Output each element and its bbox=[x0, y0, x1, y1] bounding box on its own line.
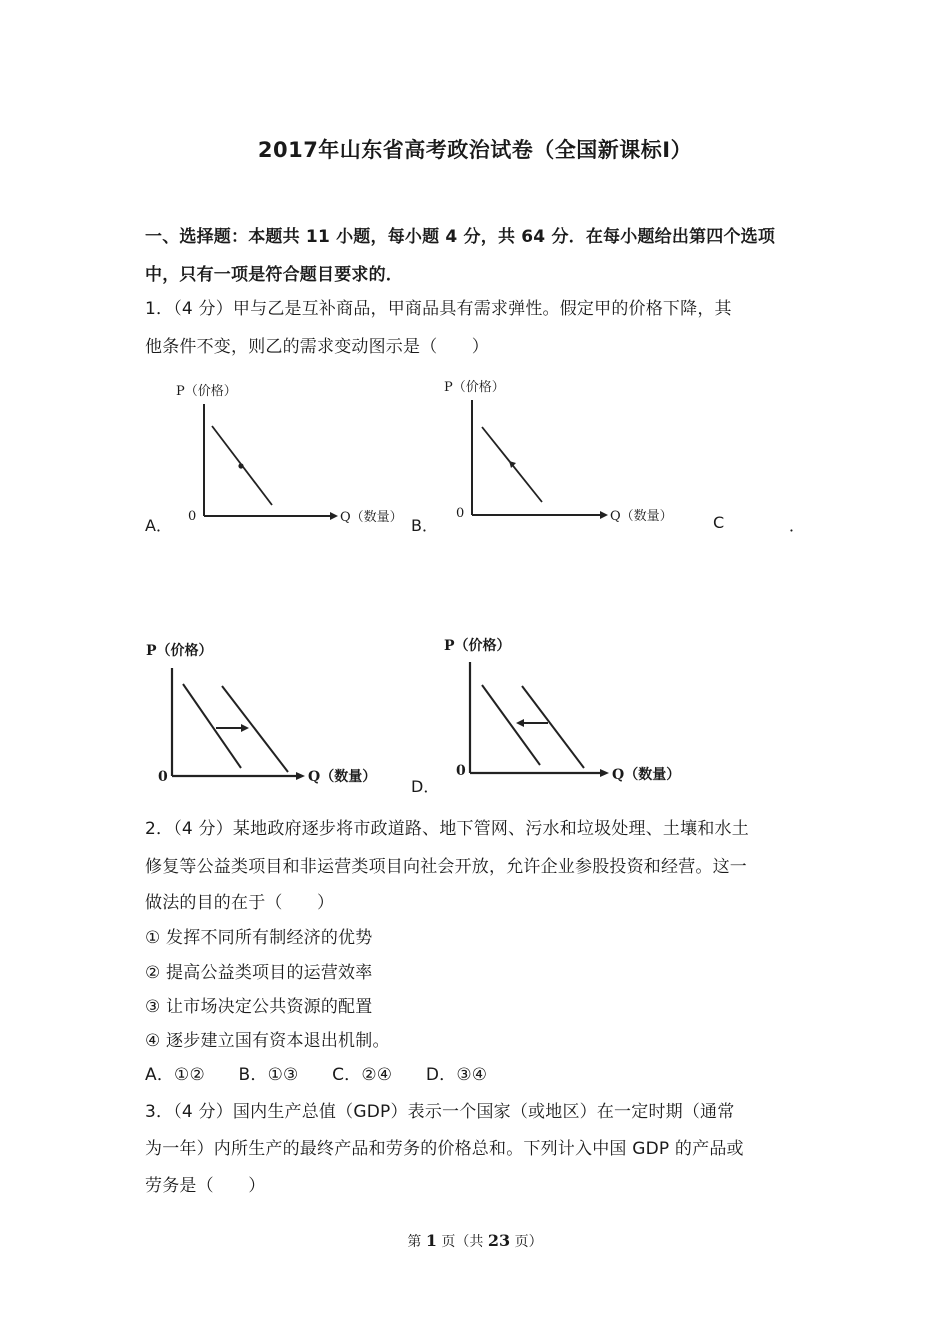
graph-d-origin: 0 bbox=[456, 763, 466, 779]
q2-stem-line1: 2．（4 分）某地政府逐步将市政道路、地下管网、污水和垃圾处理、土壤和水土 bbox=[145, 819, 749, 839]
graph-d-p-label: P（价格） bbox=[444, 638, 511, 654]
graph-b bbox=[436, 374, 696, 524]
q2-choice-d: D．③④ bbox=[425, 1065, 488, 1085]
graph-c-demand-curve-1 bbox=[183, 684, 241, 768]
option-b-label: B． bbox=[411, 516, 438, 535]
graph-b-p-label: P（价格） bbox=[444, 380, 505, 395]
graph-b-q-label: Q（数量） bbox=[610, 509, 673, 524]
page-title: 2017年山东省高考政治试卷（全国新课标Ⅰ） bbox=[257, 138, 693, 162]
graph-a-q-label: Q（数量） bbox=[340, 510, 403, 525]
graph-d-q-label: Q（数量） bbox=[612, 767, 681, 783]
footer-post: 页） bbox=[510, 1234, 543, 1250]
footer-page-number: 1 bbox=[425, 1231, 437, 1250]
section-heading-line1: 一、选择题：本题共 11 小题，每小题 4 分，共 64 分．在每小题给出第四个选项 bbox=[145, 227, 776, 247]
graph-d bbox=[440, 632, 700, 787]
option-c-label: C bbox=[713, 513, 725, 532]
q1-stem-line1: 1．（4 分）甲与乙是互补商品，甲商品具有需求弹性。假定甲的价格下降，其 bbox=[145, 299, 732, 319]
graph-a-x-arrow bbox=[330, 512, 338, 520]
graph-c-x-arrow bbox=[296, 772, 305, 780]
q2-item-1: ① 发挥不同所有制经济的优势 bbox=[145, 928, 373, 948]
q2-item-2: ② 提高公益类项目的运营效率 bbox=[145, 963, 373, 983]
graph-a-point bbox=[238, 463, 243, 468]
footer-pre: 第 bbox=[407, 1234, 426, 1250]
q2-stem-line3: 做法的目的在于（ ） bbox=[145, 893, 335, 913]
q2-choice-a: A．①② bbox=[145, 1065, 205, 1085]
graph-c-origin: 0 bbox=[158, 769, 168, 785]
graph-a-p-label: P（价格） bbox=[176, 384, 237, 399]
graph-c-q-label: Q（数量） bbox=[308, 769, 377, 785]
graph-c-p-label: P（价格） bbox=[146, 643, 213, 659]
page-footer bbox=[0, 1231, 950, 1251]
graph-c bbox=[140, 638, 400, 788]
section-heading-line2: 中，只有一项是符合题目要求的． bbox=[145, 265, 403, 285]
graph-d-shift-arrowhead bbox=[516, 719, 524, 727]
graph-d-x-arrow bbox=[600, 769, 609, 777]
graph-b-x-arrow bbox=[600, 511, 608, 519]
graph-a-origin: 0 bbox=[188, 509, 197, 524]
q3-stem-line2: 为一年）内所生产的最终产品和劳务的价格总和。下列计入中国 GDP 的产品或 bbox=[145, 1139, 744, 1159]
q2-item-4: ④ 逐步建立国有资本退出机制。 bbox=[145, 1031, 390, 1051]
q2-choices bbox=[145, 1060, 515, 1085]
graph-b-origin: 0 bbox=[456, 506, 465, 521]
footer-mid: 页（共 bbox=[436, 1234, 488, 1250]
footer-total-pages: 23 bbox=[487, 1231, 511, 1250]
q2-stem-line2: 修复等公益类项目和非运营类项目向社会开放，允许企业参股投资和经营。这一 bbox=[145, 857, 747, 877]
q1-stem-line2: 他条件不变，则乙的需求变动图示是（ ） bbox=[145, 337, 489, 357]
option-c-dot: ． bbox=[789, 516, 806, 535]
graph-c-shift-arrowhead bbox=[241, 724, 249, 732]
q2-item-3: ③ 让市场决定公共资源的配置 bbox=[145, 997, 373, 1017]
option-a-label: A． bbox=[145, 516, 172, 535]
option-d-label: D． bbox=[411, 777, 440, 796]
q2-choice-b: B．①③ bbox=[238, 1065, 299, 1085]
graph-d-demand-curve-2 bbox=[522, 686, 584, 768]
q3-stem-line3: 劳务是（ ） bbox=[145, 1176, 266, 1196]
q2-choice-c: C．②④ bbox=[332, 1065, 393, 1085]
graph-a bbox=[170, 378, 410, 528]
q3-stem-line1: 3．（4 分）国内生产总值（GDP）表示一个国家（或地区）在一定时期（通常 bbox=[145, 1102, 735, 1122]
